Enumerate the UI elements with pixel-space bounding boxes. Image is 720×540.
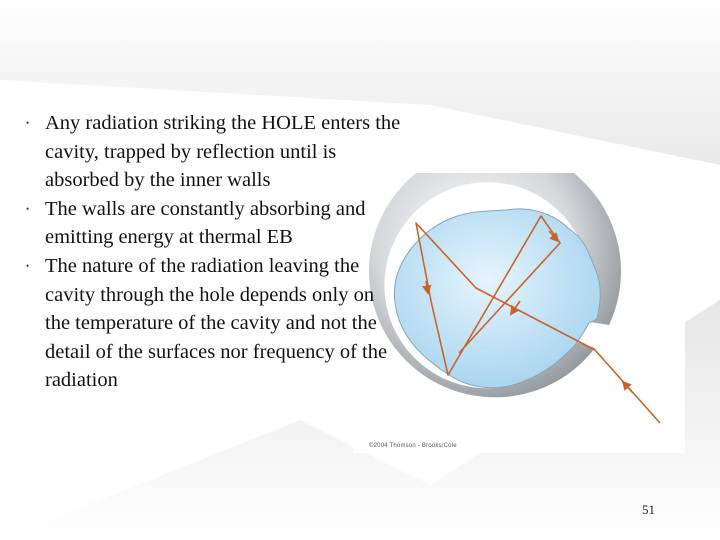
- bullet-list: [22, 109, 402, 395]
- bullet-text: Any radiation striking the HOLE enters the cavity, trapped by reflection until is absorbed by the inner walls: [45, 112, 401, 192]
- bullet-item: [22, 252, 402, 395]
- figure-credit: ©2004 Thomson - Brooks/Cole: [369, 443, 457, 449]
- bullet-item: [22, 109, 402, 195]
- bullet-text: The walls are constantly absorbing and emitting energy at thermal EB: [45, 197, 366, 249]
- bullet-item: [22, 195, 402, 252]
- bullet-dot-icon: •: [26, 118, 30, 128]
- bullet-text: The nature of the radiation leaving the cavity through the hole depends only on the temperature of the cavity and not the detail of the surfaces nor frequency of the radiation: [45, 254, 388, 392]
- slide-number: 51: [642, 502, 655, 517]
- bullet-dot-icon: •: [26, 260, 30, 271]
- cavity-figure: [353, 173, 685, 453]
- bullet-dot-icon: •: [26, 203, 30, 214]
